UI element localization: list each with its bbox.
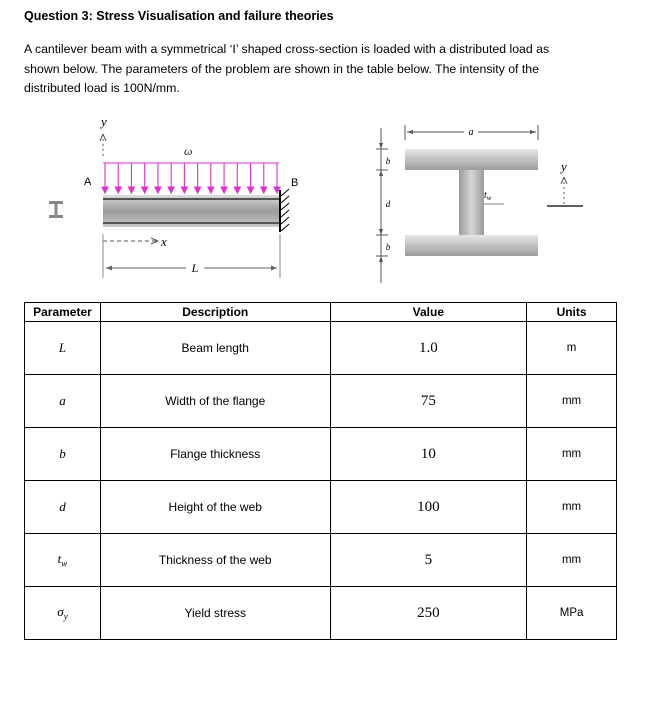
load-symbol: ω — [184, 144, 193, 158]
value-cell: 75 — [330, 375, 527, 428]
a-arrow-left — [407, 130, 413, 134]
table-row — [25, 322, 617, 375]
b-bottom-arrow-2 — [379, 256, 383, 262]
load-arrow-head — [102, 187, 108, 193]
distributed-load — [102, 163, 280, 193]
load-arrow-head — [261, 187, 267, 193]
parameter-table — [24, 302, 617, 640]
description-cell: Thickness of the web — [100, 534, 330, 587]
load-arrow-head — [181, 187, 187, 193]
param-cell: d — [25, 481, 101, 534]
value-cell: 5 — [330, 534, 527, 587]
b-top-arrow-1 — [379, 143, 383, 149]
question-title: Question 3: Stress Visualisation and failure theories — [24, 9, 334, 23]
units-cell: mm — [527, 428, 617, 481]
table-row — [25, 375, 617, 428]
load-arrow-head — [128, 187, 134, 193]
value-cell: 250 — [330, 587, 527, 640]
load-arrows — [102, 163, 280, 193]
web-thickness-label: $t_w$ — [484, 190, 492, 202]
load-arrow-head — [221, 187, 227, 193]
beam-diagram — [49, 114, 298, 278]
flange-thickness-top-label: b — [385, 156, 391, 166]
table-header-row — [25, 303, 617, 322]
end-b-label: B — [291, 177, 299, 189]
statement-line-1: A cantilever beam with a symmetrical ‘I’ shaped cross-section is loaded with a distributed load as — [24, 42, 550, 56]
param-cell: $\sigma_y$ — [25, 587, 101, 640]
i-section-icon — [49, 201, 63, 218]
description-cell: Width of the flange — [100, 375, 330, 428]
section-y-axis-label: y — [561, 159, 567, 174]
load-arrow-head — [168, 187, 174, 193]
description-cell: Yield stress — [100, 587, 330, 640]
statement-line-3: distributed load is 100N/mm. — [24, 81, 180, 95]
support-a-label: A — [84, 176, 92, 188]
fixed-support-hatch — [281, 189, 289, 231]
header-units: Units — [527, 303, 617, 322]
param-cell: L — [25, 322, 101, 375]
table-row — [25, 587, 617, 640]
beam-x-axis-label: x — [161, 234, 167, 249]
value-cell: 1.0 — [330, 322, 527, 375]
beam-top-edge — [103, 198, 279, 200]
units-cell: MPa — [527, 587, 617, 640]
value-cell: 10 — [330, 428, 527, 481]
load-arrow-head — [208, 187, 214, 193]
header-parameter: Parameter — [25, 303, 101, 322]
top-flange — [405, 149, 538, 170]
units-cell: mm — [527, 481, 617, 534]
length-label: L — [191, 261, 199, 275]
units-cell: mm — [527, 375, 617, 428]
b-top-arrow-2 — [379, 170, 383, 176]
load-arrow-head — [155, 187, 161, 193]
beam-y-axis-label: y — [101, 114, 107, 129]
param-cell: $t_w$ — [25, 534, 101, 587]
description-cell: Height of the web — [100, 481, 330, 534]
flange-width-label: a — [468, 127, 474, 138]
load-arrow-head — [115, 187, 121, 193]
value-cell: 100 — [330, 481, 527, 534]
header-value: Value — [330, 303, 527, 322]
beam-bottom-edge — [103, 222, 279, 224]
flange-thickness-bottom-label: b — [385, 242, 391, 252]
load-arrow-head — [248, 187, 254, 193]
length-arrow-right — [271, 266, 277, 271]
cross-section-diagram — [376, 125, 583, 283]
load-arrow-head — [195, 187, 201, 193]
statement-line-2: shown below. The parameters of the problem are shown in the table below. The intensity of the — [24, 61, 539, 76]
header-description: Description — [100, 303, 330, 322]
problem-figure — [0, 0, 657, 300]
description-cell: Flange thickness — [100, 428, 330, 481]
param-cell: a — [25, 375, 101, 428]
b-bottom-arrow-1 — [379, 229, 383, 235]
table-row — [25, 481, 617, 534]
units-cell: mm — [527, 534, 617, 587]
length-arrow-left — [106, 266, 112, 271]
table-row — [25, 534, 617, 587]
load-arrow-head — [142, 187, 148, 193]
description-cell: Beam length — [100, 322, 330, 375]
units-cell: m — [527, 322, 617, 375]
bottom-flange — [405, 235, 538, 256]
param-cell: b — [25, 428, 101, 481]
table-row — [25, 428, 617, 481]
height-label: d — [385, 199, 391, 209]
web — [459, 170, 484, 235]
a-arrow-right — [530, 130, 536, 134]
load-arrow-head — [234, 187, 240, 193]
